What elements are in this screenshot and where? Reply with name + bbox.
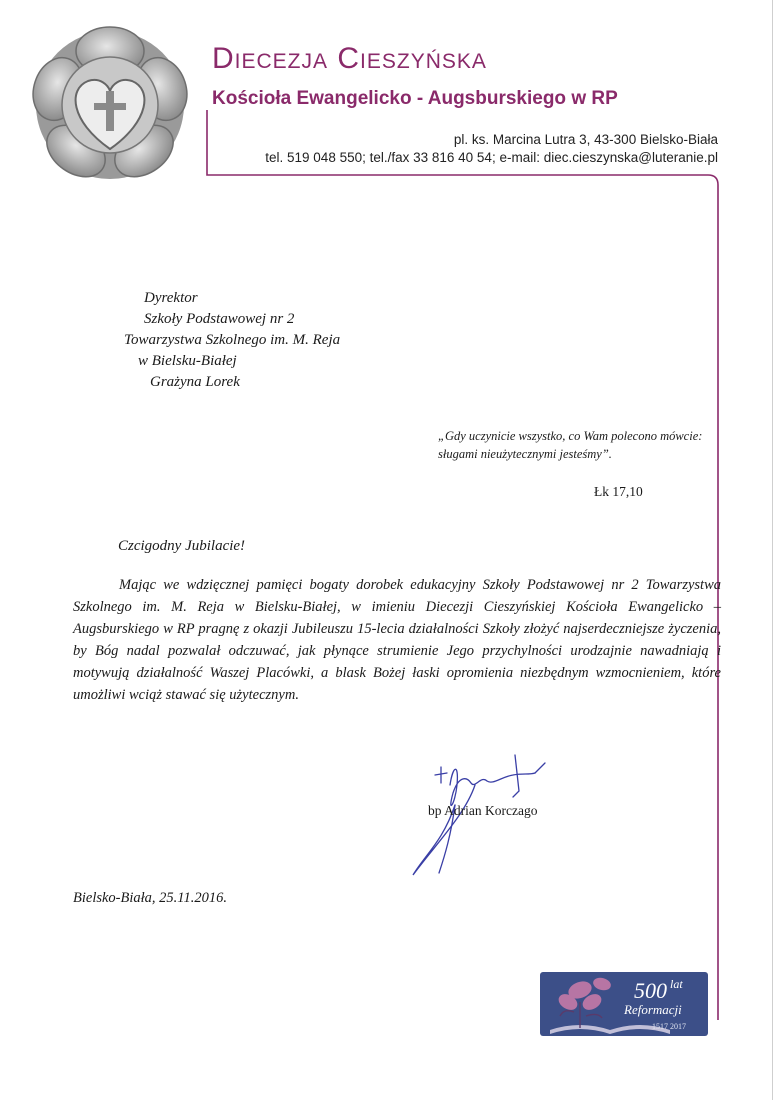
- quote-reference: Łk 17,10: [594, 484, 643, 499]
- luther-rose-seal-icon: [30, 25, 190, 185]
- church-subtitle: Kościoła Ewangelicko - Augsburskiego w RP: [212, 88, 618, 109]
- letter-body: [73, 574, 721, 706]
- quote-line: sługami nieużytecznymi jesteśmy”.: [438, 447, 612, 461]
- recipient-line: Szkoły Podstawowej nr 2: [144, 311, 295, 327]
- badge-years: 1517 2017: [652, 1022, 686, 1031]
- place-and-date: Bielsko-Biała, 25.11.2016.: [73, 890, 227, 906]
- address-line: pl. ks. Marcina Lutra 3, 43-300 Bielsko-Biała: [453, 132, 718, 147]
- badge-lat: lat: [670, 977, 683, 991]
- recipient-line: Grażyna Lorek: [150, 374, 240, 390]
- contact-line: tel. 519 048 550; tel./fax 33 816 40 54; e-mail: diec.cieszynska@luteranie.pl: [265, 150, 718, 165]
- recipient-block: [116, 288, 340, 393]
- salutation: Czcigodny Jubilacie!: [118, 538, 246, 554]
- diocese-title: Diecezja Cieszyńska: [212, 42, 487, 75]
- page-edge-line: [772, 0, 773, 1100]
- badge-number: 500: [634, 978, 667, 1003]
- recipient-line: w Bielsku-Białej: [138, 353, 237, 369]
- badge-word: Reformacji: [624, 1002, 682, 1017]
- letter-body-text: Mając we wdzięcznej pamięci bogaty dorobek edukacyjny Szkoły Podstawowej nr 2 Towarzystwa Szkolnego im. M. Reja w Bielsku-Białej, w imieniu Diecezji Cieszyńskiej Kościoła Ewangelicko – Augsburskiego w RP pragnę z okazji Jubileuszu 15-lecia działalności Szkoły złożyć najserdeczniejsze życzenia, by Bóg nadal pozwalał odczuwać, jak płynące strumienie Jego przychylności urodzajnie nawadniają i motywują działalność Waszej Placówki, a blask Bożej łaski opromienia niezbędnym wzmocnieniem, które umożliwi wciąż stawać się użytecznym.: [73, 577, 721, 703]
- quote-line: „Gdy uczynicie wszystko, co Wam polecono mówcie:: [438, 429, 703, 443]
- recipient-line: Towarzystwa Szkolnego im. M. Reja: [124, 332, 341, 348]
- recipient-line: Dyrektor: [144, 290, 198, 306]
- reformation-500-badge: [540, 972, 708, 1036]
- signer-name: bp Adrian Korczago: [428, 803, 538, 818]
- bible-quote: [438, 427, 728, 463]
